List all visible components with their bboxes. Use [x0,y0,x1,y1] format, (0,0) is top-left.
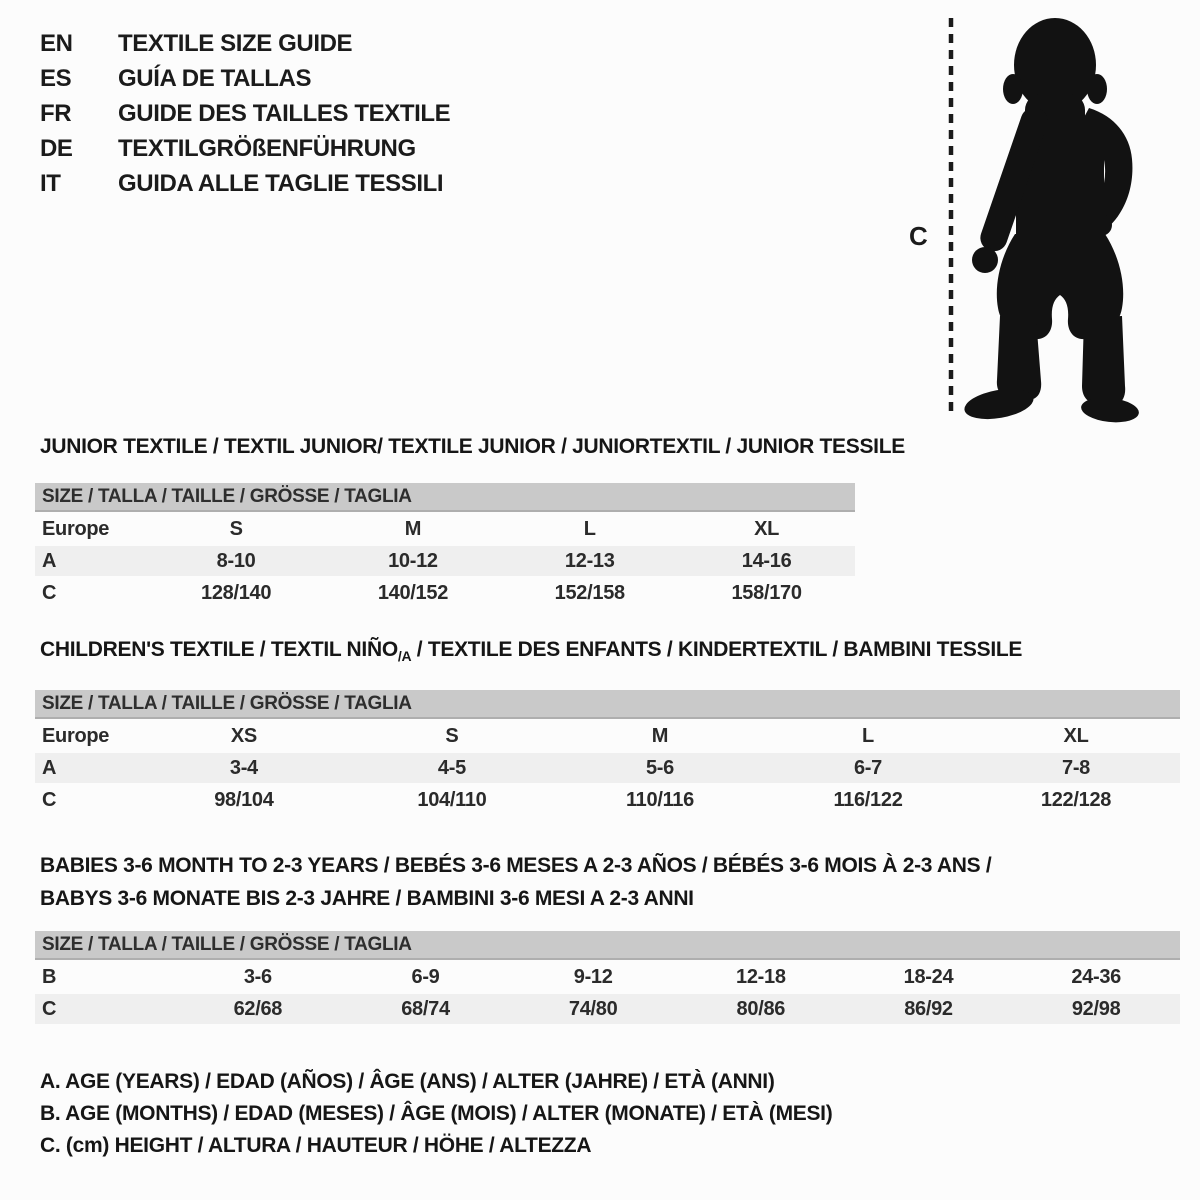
age-value: 3-4 [229,756,258,779]
table-row-age [35,544,855,576]
height-value: 104/110 [417,788,487,811]
language-row-fr [40,96,450,131]
children-title-subscript: /A [397,648,412,664]
language-code: DE [40,134,73,162]
language-row-de [40,131,450,166]
size-value: S [445,724,459,747]
language-title: GUÍA DE TALLAS [118,64,312,92]
table-row-age-months [35,960,1180,992]
size-value: XL [754,517,780,540]
babies-title-line2: BABYS 3-6 MONATE BIS 2-3 JAHRE / BAMBINI 3-6 MESI A 2-3 ANNI [40,887,694,910]
babies-title-line1: BABIES 3-6 MONTH TO 2-3 YEARS / BEBÉS 3-6 MESES A 2-3 AÑOS / BÉBÉS 3-6 MOIS À 2-3 ANS / [40,854,992,877]
age-value: 24-36 [1071,965,1121,988]
size-table-header: SIZE / TALLA / TAILLE / GRÖSSE / TAGLIA [35,690,1180,719]
children-section-title [40,638,1022,664]
legend-line-age-years: A. AGE (YEARS) / EDAD (AÑOS) / ÂGE (ANS) / ALTER (JAHRE) / ETÀ (ANNI) [40,1070,775,1093]
age-value: 6-7 [853,756,882,779]
junior-size-table [35,483,855,608]
height-value: 110/116 [625,788,694,811]
language-code: ES [40,64,72,92]
height-value: 62/68 [233,997,283,1020]
row-label: A [42,756,57,779]
height-label: C [909,221,928,251]
language-title: TEXTILE SIZE GUIDE [118,29,353,57]
age-value: 9-12 [573,965,613,988]
language-row-es [40,61,450,96]
height-value: 80/86 [736,997,786,1020]
language-code: EN [40,29,73,57]
height-value: 128/140 [201,581,272,604]
row-label: Europe [42,724,110,747]
row-label: C [42,997,57,1020]
junior-section-title: JUNIOR TEXTILE / TEXTIL JUNIOR/ TEXTILE JUNIOR / JUNIORTEXTIL / JUNIOR TESSILE [40,435,905,458]
row-label: C [42,788,57,811]
height-value: 122/128 [1040,788,1112,811]
row-label: A [42,549,57,572]
size-value: L [583,517,596,540]
table-row-height [35,783,1180,815]
legend [40,1066,832,1162]
row-label: Europe [42,517,110,540]
table-row-age [35,751,1180,783]
age-value: 10-12 [388,549,438,572]
height-value: 158/170 [731,581,802,604]
babies-size-table [35,931,1180,1024]
language-title-list [40,26,450,201]
language-title: GUIDA ALLE TAGLIE TESSILI [118,169,444,197]
height-value: 98/104 [214,788,274,811]
size-value: S [229,517,243,540]
age-value: 14-16 [741,549,792,572]
table-row-height [35,576,855,608]
language-row-en [40,26,450,61]
height-value: 152/158 [554,581,625,604]
size-value: M [651,724,669,747]
height-value: 68/74 [401,997,450,1020]
row-label: C [42,581,57,604]
height-value: 116/122 [833,788,903,811]
age-value: 12-13 [564,549,615,572]
language-code: FR [40,99,72,127]
height-value: 86/92 [904,997,953,1020]
language-code: IT [40,169,61,197]
age-value: 7-8 [1062,756,1091,779]
size-value: L [862,724,874,747]
age-value: 3-6 [243,965,272,988]
row-label: B [42,965,57,988]
age-value: 12-18 [736,965,786,988]
language-title: TEXTILGRÖßENFÜHRUNG [118,134,416,162]
size-value: M [404,517,422,540]
height-value: 92/98 [1071,997,1121,1020]
legend-line-height: C. (cm) HEIGHT / ALTURA / HAUTEUR / HÖHE / ALTEZZA [40,1134,592,1157]
age-value: 8-10 [216,549,256,572]
age-value: 18-24 [903,965,954,988]
babies-section-title [40,849,991,915]
table-row-europe [35,512,855,544]
toddler-silhouette-icon [962,18,1140,423]
language-row-it [40,166,450,201]
legend-line-age-months: B. AGE (MONTHS) / EDAD (MESES) / ÂGE (MOIS) / ALTER (MONATE) / ETÀ (MESI) [40,1102,833,1125]
height-value: 140/152 [377,581,449,604]
age-value: 6-9 [411,965,440,988]
children-title-part2: / TEXTILE DES ENFANTS / KINDERTEXTIL / BAMBINI TESSILE [411,638,1023,661]
age-value: 4-5 [437,756,466,779]
size-value: XS [230,724,257,747]
language-title: GUIDE DES TAILLES TEXTILE [118,99,451,127]
age-value: 5-6 [645,756,674,779]
height-value: 74/80 [568,997,618,1020]
size-value: XL [1063,724,1089,747]
children-title-part1: CHILDREN'S TEXTILE / TEXTIL NIÑO [40,638,398,661]
table-row-europe [35,719,1180,751]
size-table-header: SIZE / TALLA / TAILLE / GRÖSSE / TAGLIA [35,483,855,512]
toddler-height-figure [895,8,1195,423]
children-size-table [35,690,1180,815]
size-table-header: SIZE / TALLA / TAILLE / GRÖSSE / TAGLIA [35,931,1180,960]
table-row-height [35,992,1180,1024]
